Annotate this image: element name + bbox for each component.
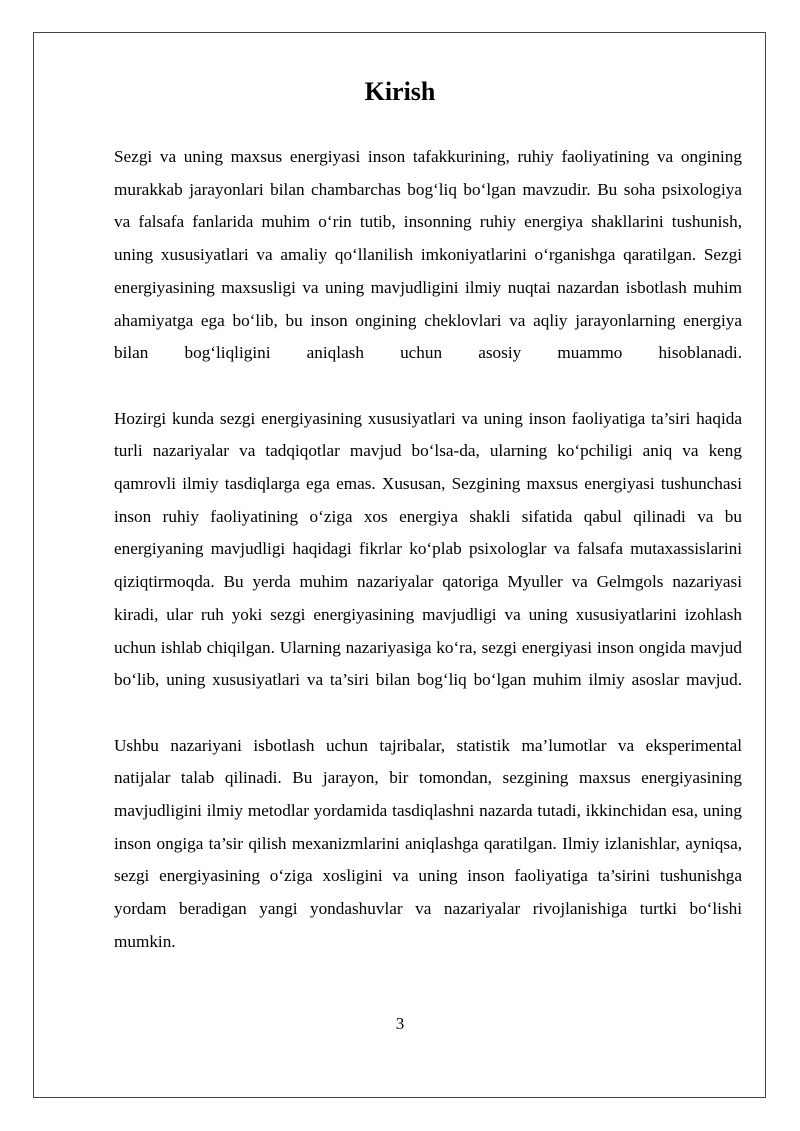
page-title: Kirish — [364, 77, 436, 106]
paragraph-2: Hozirgi kunda sezgi energiyasining xususiyatlari va uning inson faoliyatiga ta’siri haqida turli nazariyalar va tadqiqotlar mavjud bo‘lsa-da, ularning ko‘pchiligi aniq va keng qamrovli ilmiy tasdiqlarga ega emas. Xususan, Sezgining maxsus energiyasi tushunchasi inson ruhiy faoliyatining o‘ziga xos energiya shakli sifatida qabul qilinadi va bu energiyaning mavjudligi haqidagi fikrlar ko‘plab psixologlar va falsafa mutaxassislarini qiziqtirmoqda. Bu yerda muhim nazariyalar qatoriga Myuller va Gelmgols nazariyasi kiradi, ular ruh yoki sezgi energiyasining mavjudligi va uning xususiyatlarini izohlash uchun ishlab chiqilgan. Ularning nazariyasiga ko‘ra, sezgi energiyasi inson ongida mavjud bo‘lib, uning xususiyatlari va ta’siri bilan bog‘liq bo‘lgan muhim ilmiy asoslar mavjud. — [114, 408, 742, 690]
paragraph-1: Sezgi va uning maxsus energiyasi inson tafakkurining, ruhiy faoliyatining va ongining murakkab jarayonlari bilan chambarchas bog‘liq bo‘lgan mavzudir. Bu soha psixologiya va falsafa fanlarida muhim o‘rin tutib, insonning ruhiy energiya shakllarini tushunish, uning xususiyatlari va amaliy qo‘llanilish imkoniyatlarini o‘rganishga qaratilgan. Sezgi energiyasining maxsusligi va uning mavjudligini ilmiy nuqtai nazardan isbotlash muhim ahamiyatga ega bo‘lib, bu inson ongining cheklovlari va aqliy jarayonlarning energiya bilan bog‘liqligini aniqlash uchun asosiy muammo hisoblanadi. — [114, 147, 742, 363]
document-body — [114, 141, 742, 959]
page-number: 3 — [395, 1014, 405, 1033]
paragraph-3: Ushbu nazariyani isbotlash uchun tajribalar, statistik ma’lumotlar va eksperimental natijalar talab qilinadi. Bu jarayon, bir tomondan, sezgining maxsus energiyasining mavjudligini ilmiy metodlar yordamida tasdiqlashni nazarda tutadi, ikkinchidan esa, uning inson ongiga ta’sir qilish mexanizmlarini aniqlashga qaratilgan. Ilmiy izlanishlar, ayniqsa, sezgi energiyasining o‘ziga xosligini va uning inson faoliyatiga ta’sirini tushunishga yordam beradigan yangi yondashuvlar va nazariyalar rivojlanishiga turtki bo‘lishi mumkin. — [114, 735, 742, 951]
